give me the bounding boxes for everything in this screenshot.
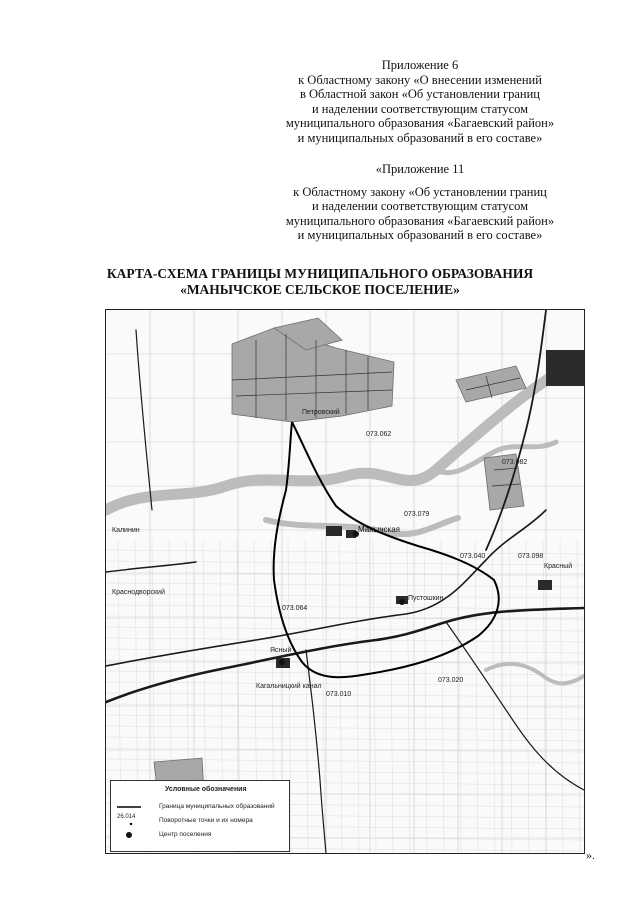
road-west: [106, 562, 196, 572]
appendix-11-line: к Областному закону «Об установлении границ: [293, 184, 547, 199]
appendix-11-line: и муниципальных образований в его составе»: [297, 228, 543, 242]
appendix-11-line: и наделении соответствующим статусом: [311, 199, 529, 213]
legend-item-boundary: [115, 801, 285, 813]
settlement-dot-icon: [115, 829, 143, 841]
place-label: Калинин: [112, 527, 140, 534]
page-title-line-1: КАРТА-СХЕМА ГРАНИЦЫ МУНИЦИПАЛЬНОГО ОБРАЗОВАНИЯ: [106, 266, 534, 281]
point-label: 073.062: [366, 431, 392, 438]
map-canvas: [106, 310, 584, 853]
place-label: Ясный: [270, 647, 292, 654]
field-line: [106, 638, 584, 642]
place-label: Петровский: [302, 409, 340, 416]
field-line: [106, 605, 584, 609]
field-line: [441, 540, 444, 853]
legend-item-label: Поворотные точки и их номера: [159, 817, 253, 824]
field-line: [356, 540, 359, 853]
boundary-map[interactable]: [105, 309, 585, 854]
place-label: Краснодворский: [112, 589, 165, 596]
appendix-6-line: в Областной закон «Об установлении границ: [299, 87, 540, 101]
point-label: 073.079: [404, 511, 430, 518]
point-label: 073.098: [518, 553, 544, 560]
field-line: [424, 540, 427, 853]
legend-item-label: Граница муниципальных образований: [159, 803, 275, 810]
field-line: [106, 682, 584, 686]
point-label: 073.020: [438, 677, 464, 684]
appendix-6-heading: Приложение 6: [381, 58, 459, 72]
place-label: Красный: [544, 563, 573, 570]
legend-item-settlement: [115, 829, 285, 841]
map-labels: [112, 408, 572, 698]
boundary-line-icon: [115, 801, 143, 813]
highway: [106, 608, 584, 702]
field-line: [407, 540, 410, 853]
legend-item-label: Центр поселения: [159, 831, 212, 838]
appendix-6-line: и наделении соответствующим статусом: [311, 101, 529, 116]
settlement-center: [399, 599, 405, 605]
field-line: [106, 737, 584, 741]
settlement-block: [326, 526, 342, 536]
point-label: 073.010: [326, 691, 352, 698]
point-label: 073.082: [502, 459, 528, 466]
road-north-west: [136, 330, 152, 510]
field-line: [106, 594, 584, 598]
settlement-block: [538, 580, 552, 590]
appendix-11-line: муниципального образования «Багаевский район»: [285, 213, 555, 228]
appendix-6-line: муниципального образования «Багаевский район»: [285, 116, 555, 130]
appendix-6-line: и муниципальных образований в его составе»: [297, 130, 543, 145]
closing-quote: ».: [586, 848, 595, 862]
field-line: [373, 540, 376, 853]
place-label: Пустошкин: [408, 595, 444, 602]
field-line: [106, 583, 584, 587]
field-line: [106, 671, 584, 675]
road-south: [306, 650, 326, 853]
field-line: [390, 540, 393, 853]
map-legend: [110, 780, 290, 852]
appendix-6-header: [250, 58, 590, 145]
legend-title: Условные обозначения: [165, 786, 247, 793]
road-diagonal: [486, 310, 546, 550]
legend-sample-number: 26.014: [117, 814, 136, 820]
appendix-6-line: к Областному закону «О внесении изменений: [298, 72, 542, 87]
legend-item-turning-point: [115, 815, 285, 827]
settlement-block: [546, 350, 584, 386]
appendix-11-header: [250, 162, 590, 243]
place-label: Манычская: [358, 525, 400, 534]
page-title-line-2: «МАНЫЧСКОЕ СЕЛЬСКОЕ ПОСЕЛЕНИЕ»: [180, 282, 460, 297]
field-line: [106, 627, 584, 631]
field-line: [106, 550, 584, 554]
appendix-11-heading: «Приложение 11: [375, 162, 465, 176]
point-label: 073.040: [460, 553, 486, 560]
field-line: [305, 540, 308, 853]
manych-river: [486, 664, 584, 683]
field-line: [106, 726, 584, 730]
point-label: 073.064: [282, 605, 308, 612]
settlement-center: [279, 659, 285, 665]
place-label: Кагальницкий канал: [256, 683, 322, 690]
